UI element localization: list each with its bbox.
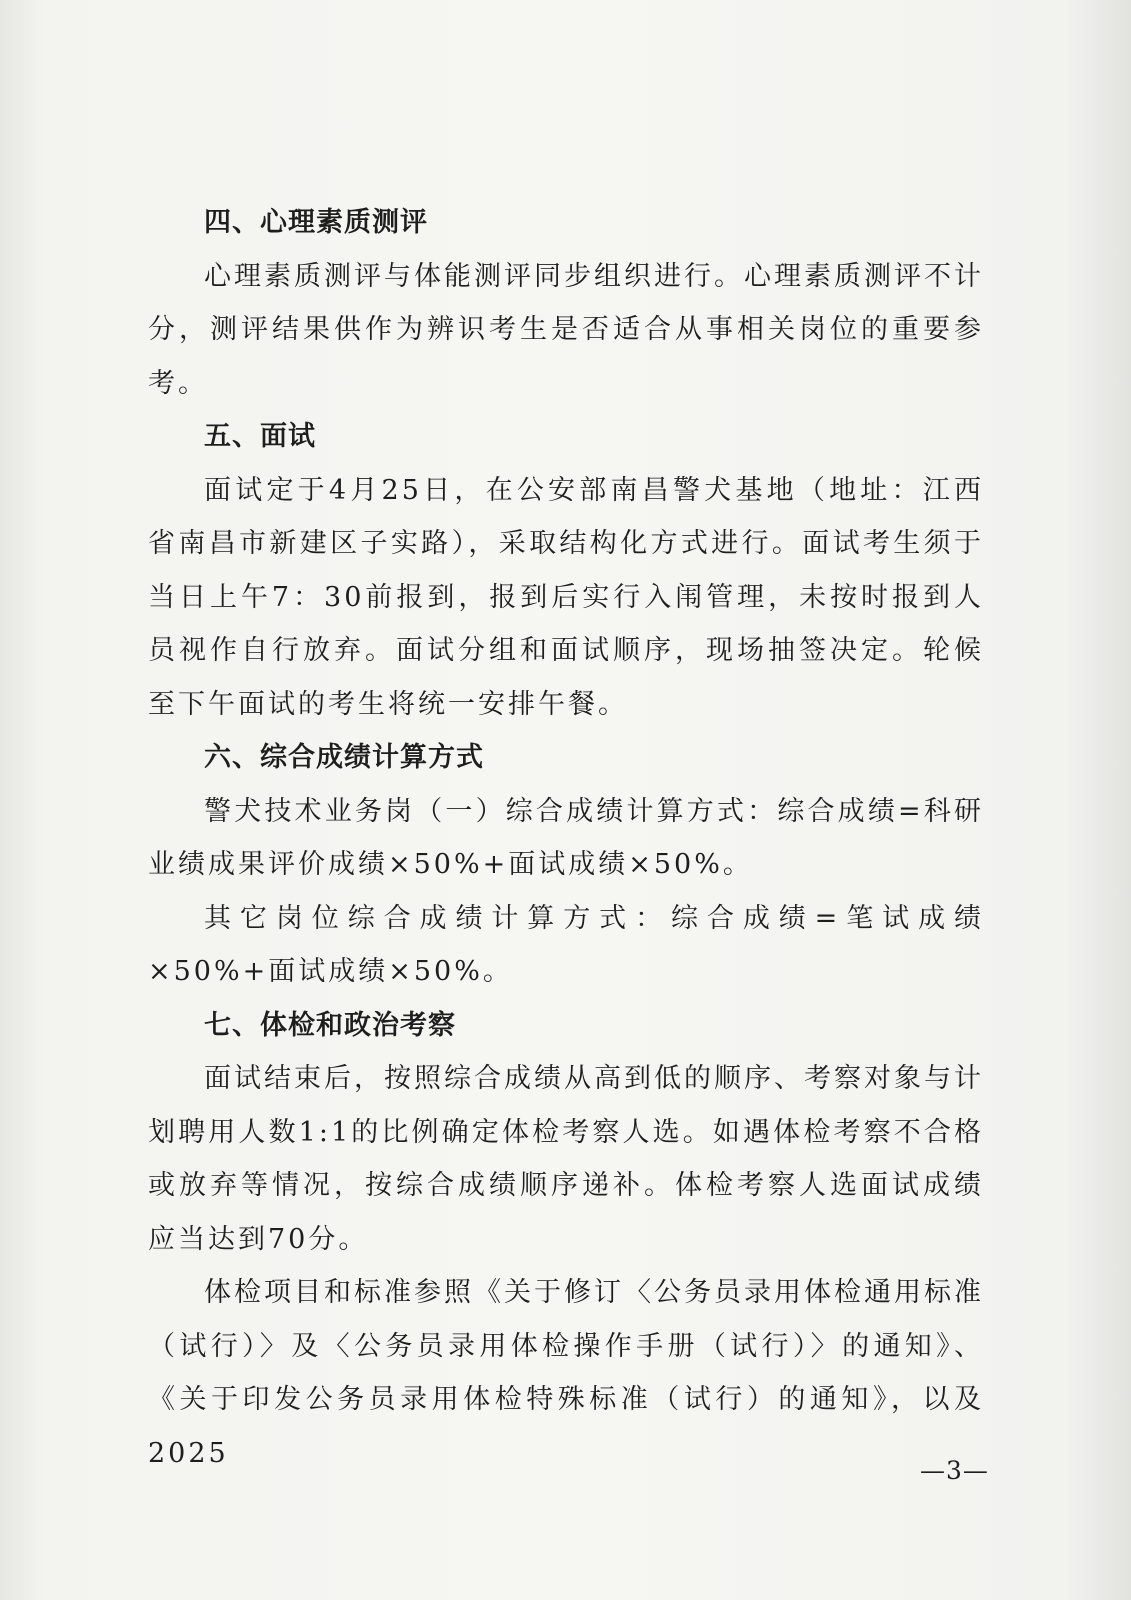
section-heading-interview: 五、面试 bbox=[204, 421, 316, 452]
paragraph-score-calculation-dog-tech: 警犬技术业务岗（一）综合成绩计算方式：综合成绩=科研业绩成果评价成绩×50%+面试成绩×50%。 bbox=[148, 795, 984, 880]
page-number: —3— bbox=[920, 1456, 989, 1485]
paragraph-interview: 面试定于4月25日，在公安部南昌警犬基地（地址：江西省南昌市新建区子实路），采取结构化方式进行。面试考生须于当日上午7：30前报到，报到后实行入闱管理，未按时报到人员视作自行放弃。面试分组和面试顺序，现场抽签决定。轮候至下午面试的考生将统一安排午餐。 bbox=[148, 474, 984, 720]
document-body bbox=[148, 196, 984, 1480]
paragraph-medical-selection: 面试结束后，按照综合成绩从高到低的顺序、考察对象与计划聘用人数1:1的比例确定体检考察人选。如遇体检考察不合格或放弃等情况，按综合成绩顺序递补。体检考察人选面试成绩应当达到70分。 bbox=[148, 1063, 984, 1255]
paragraph-psychological-test: 心理素质测评与体能测评同步组织进行。心理素质测评不计分，测评结果供作为辨识考生是否适合从事相关岗位的重要参考。 bbox=[148, 260, 984, 399]
section-heading-score-calculation: 六、综合成绩计算方式 bbox=[204, 742, 484, 773]
section-heading-psychological-test: 四、心理素质测评 bbox=[204, 207, 428, 238]
paragraph-score-calculation-other: 其它岗位综合成绩计算方式：综合成绩=笔试成绩×50%+面试成绩×50%。 bbox=[148, 902, 984, 987]
section-heading-medical-political-check: 七、体检和政治考察 bbox=[204, 1009, 456, 1041]
paragraph-medical-standards: 体检项目和标准参照《关于修订〈公务员录用体检通用标准（试行）〉及〈公务员录用体检操作手册（试行）〉的通知》、《关于印发公务员录用体检特殊标准（试行）的通知》，以及2025 bbox=[148, 1277, 984, 1469]
